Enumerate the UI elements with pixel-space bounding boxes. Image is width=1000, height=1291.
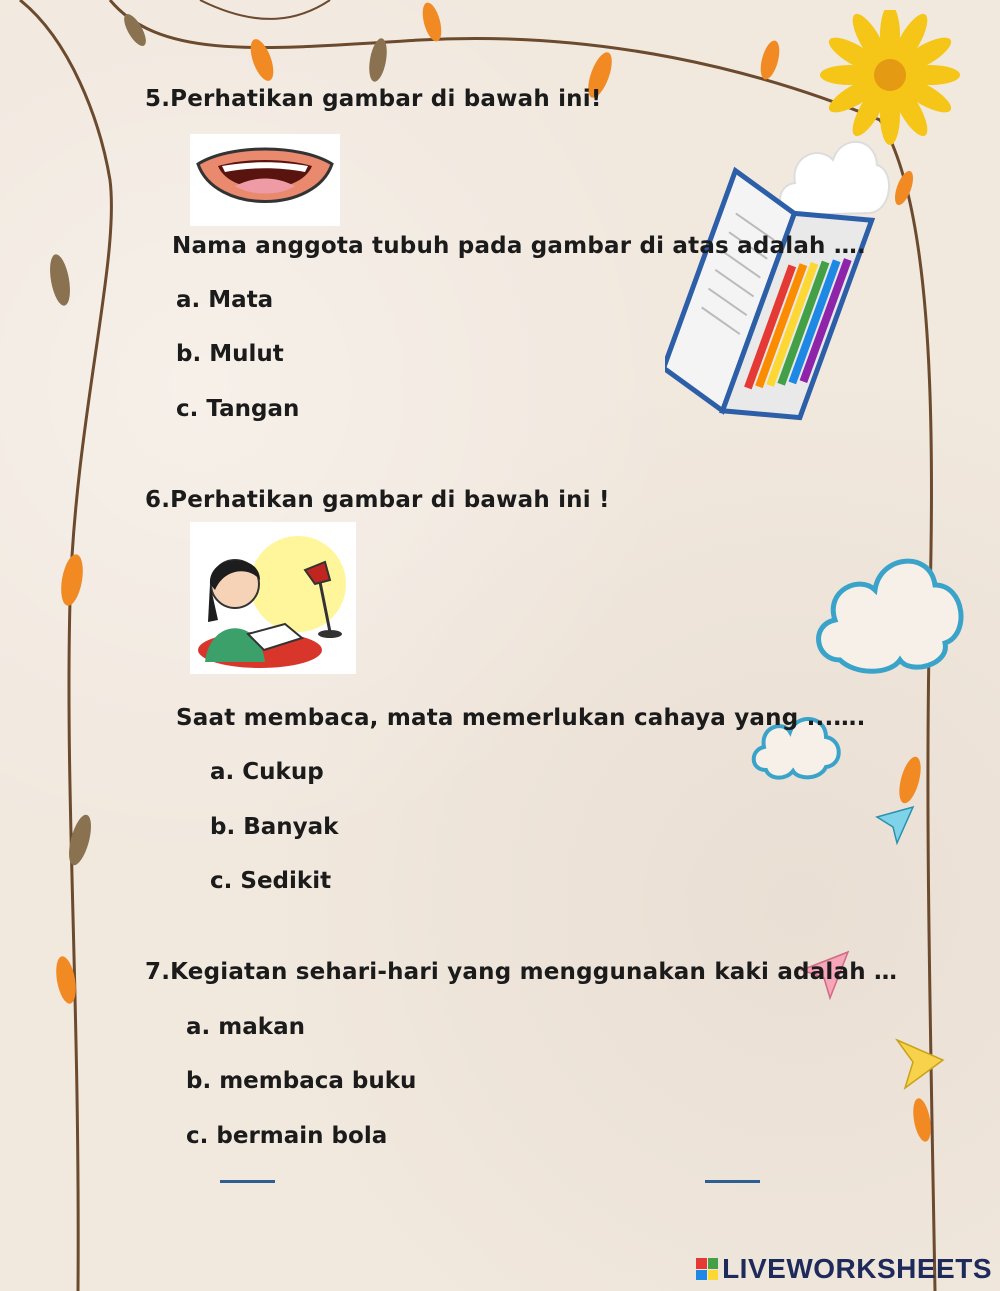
question-7-prompt: 7.Kegiatan sehari-hari yang menggunakan kaki adalah … (145, 959, 898, 985)
cloud-icon (810, 535, 975, 685)
question-7-option-a[interactable]: a. makan (186, 1014, 305, 1040)
question-6-text: Saat membaca, mata memerlukan cahaya yang ...…. (176, 705, 866, 731)
question-6-prompt: 6.Perhatikan gambar di bawah ini ! (145, 487, 610, 513)
question-6-option-c[interactable]: c. Sedikit (210, 868, 332, 894)
question-5-option-c[interactable]: c. Tangan (176, 396, 300, 422)
question-6-option-a[interactable]: a. Cukup (210, 759, 324, 785)
question-5-option-b[interactable]: b. Mulut (176, 341, 284, 367)
answer-underline-left (220, 1180, 275, 1183)
question-7-option-c[interactable]: c. bermain bola (186, 1123, 388, 1149)
question-5-option-a[interactable]: a. Mata (176, 287, 274, 313)
paper-plane-icon (875, 805, 915, 845)
girl-reading-icon (190, 522, 356, 674)
paper-plane-icon (895, 1030, 945, 1090)
question-7-option-b[interactable]: b. membaca buku (186, 1068, 417, 1094)
book-icon (665, 150, 875, 440)
question-6-option-b[interactable]: b. Banyak (210, 814, 339, 840)
liveworksheets-logo[interactable] (696, 1253, 992, 1285)
mouth-icon (190, 134, 340, 226)
question-5-text: Nama anggota tubuh pada gambar di atas adalah …. (172, 233, 866, 259)
question-5-prompt: 5.Perhatikan gambar di bawah ini! (145, 86, 602, 112)
liveworksheets-logo-mark (696, 1258, 718, 1280)
answer-underline-right (705, 1180, 760, 1183)
liveworksheets-wordmark: LIVEWORKSHEETS (722, 1253, 992, 1284)
